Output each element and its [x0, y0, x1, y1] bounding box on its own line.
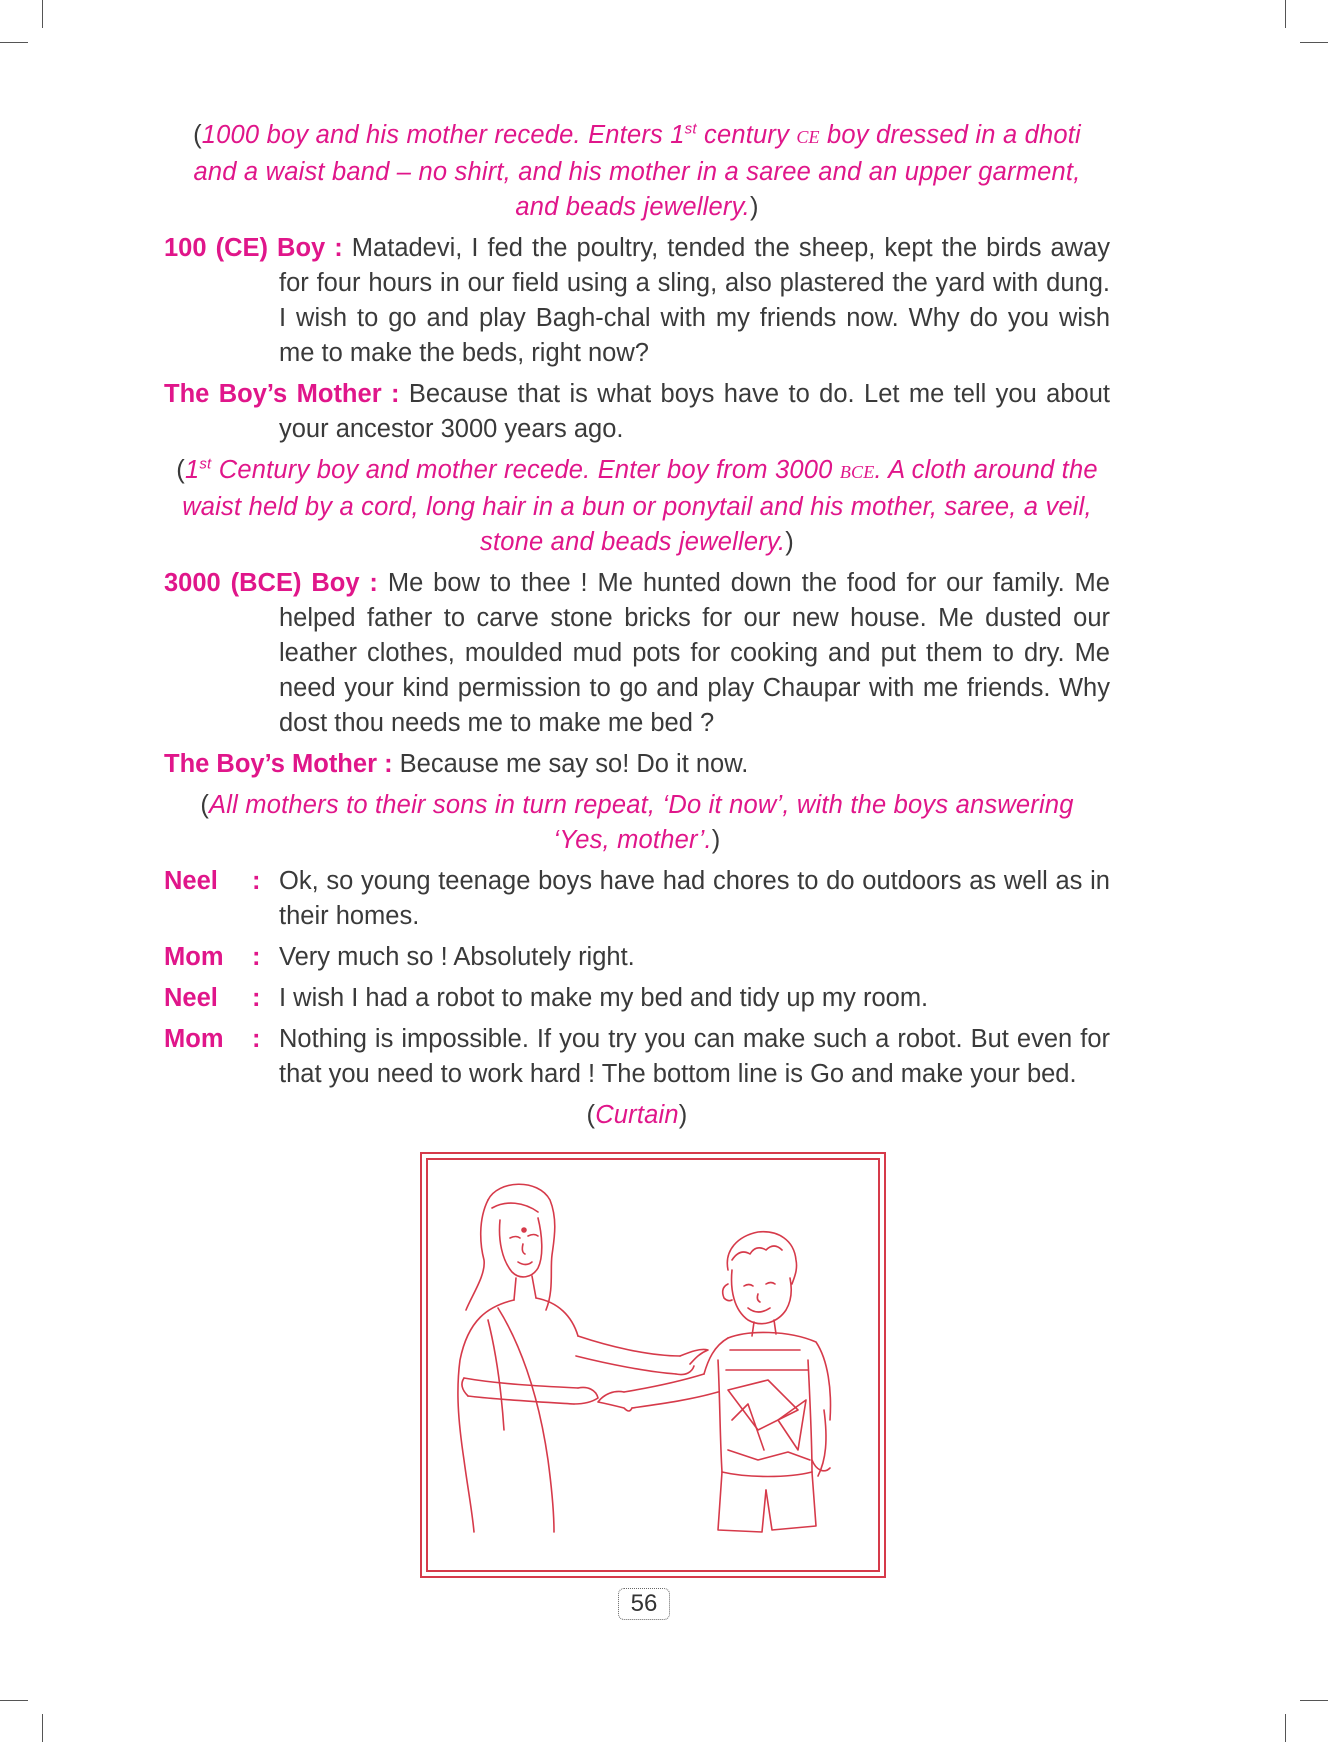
mother-figure	[458, 1184, 708, 1532]
speaker-colon: :	[252, 867, 261, 895]
boy-figure	[598, 1232, 830, 1532]
dialogue-text: I wish I had a robot to make my bed and tidy up my room.	[279, 984, 929, 1012]
speaker-label: 3000 (BCE) Boy :	[164, 569, 378, 597]
paren-close: )	[711, 826, 721, 854]
superscript: st	[199, 455, 212, 473]
paren-close: )	[678, 1101, 688, 1129]
mother-and-son-illustration	[420, 1152, 886, 1578]
dialogue-line	[164, 940, 1110, 975]
dialogue-text: Ok, so young teenage boys have had chores to do outdoors as well as in their homes.	[279, 867, 1110, 930]
stage-text: 1000 boy and his mother recede. Enters 1	[201, 121, 685, 149]
speaker-label: The Boy’s Mother :	[164, 750, 393, 778]
speaker-colon: :	[252, 943, 261, 971]
stage-text: 1	[184, 456, 200, 484]
speaker-name: Neel	[164, 984, 218, 1012]
speech-text: Matadevi, I fed the poultry, tended the sheep, kept the birds away for four hours in our field using a sling, also plastered the yard with dung. I wish to go and play Bagh-chal with my friends now. Why do you wish me to make the beds, right now?	[279, 234, 1111, 367]
era-abbr: CE	[796, 127, 820, 147]
stage-text: boy dressed in a dhoti and a waist band – no shirt, and his mother in a saree and an upper garment, and beads jewellery.	[193, 121, 1081, 221]
crop-mark-bottom-right-h	[1300, 1700, 1328, 1701]
paren-open: (	[200, 791, 210, 819]
speech-3000bce-boy	[164, 566, 1110, 741]
illustration-drawing	[428, 1160, 878, 1570]
crop-mark-top-left-h	[0, 42, 28, 43]
stage-text: century	[696, 121, 797, 149]
superscript: st	[684, 120, 697, 138]
speaker-name: Mom	[164, 1025, 224, 1053]
stage-direction-2	[164, 453, 1110, 560]
speech-text: Me bow to thee ! Me hunted down the food for our family. Me helped father to carve stone bricks for our new house. Me dusted our leather clothes, moulded mud pots for cooking and put them to dry. Me need your kind permission to go and play Chaupar with me friends. Why dost thou needs me to make me bed ?	[279, 569, 1110, 737]
speaker-label: 100 (CE) Boy :	[164, 234, 343, 262]
play-text	[164, 118, 1110, 1139]
stage-direction-1	[164, 118, 1110, 225]
speaker-colon: :	[252, 984, 261, 1012]
crop-mark-bottom-left-h	[0, 1700, 28, 1701]
speech-boys-mother-2	[164, 747, 1110, 782]
era-abbr: BCE	[839, 462, 875, 482]
curtain-direction	[164, 1098, 1110, 1133]
crop-mark-top-left-v	[42, 0, 43, 28]
speaker-label: The Boy’s Mother :	[164, 380, 400, 408]
paren-close: )	[749, 193, 759, 221]
paren-open: (	[176, 456, 185, 484]
speech-boys-mother-1	[164, 377, 1110, 447]
speech-text: Because me say so! Do it now.	[392, 750, 749, 778]
crop-mark-top-right-v	[1285, 0, 1286, 28]
curtain-text: Curtain	[595, 1101, 679, 1129]
speech-text: Because that is what boys have to do. Let me tell you about your ancestor 3000 years ago.	[279, 380, 1110, 443]
speaker-name: Mom	[164, 943, 224, 971]
speaker-name: Neel	[164, 867, 218, 895]
illustration-inner-frame	[426, 1158, 880, 1572]
paren-close: )	[785, 528, 794, 556]
page-number: 56	[618, 1588, 670, 1620]
dialogue-line	[164, 864, 1110, 934]
paren-open: (	[586, 1101, 596, 1129]
stage-text: . A cloth around the waist held by a cord, long hair in a bun or ponytail and his mother, saree, a veil, stone and beads jewellery.	[182, 456, 1098, 556]
speaker-colon: :	[252, 1025, 261, 1053]
stage-direction-3	[164, 788, 1110, 858]
crop-mark-top-right-h	[1300, 42, 1328, 43]
stage-text: Century boy and mother recede. Enter boy from 3000	[211, 456, 840, 484]
paren-open: (	[193, 121, 202, 149]
dialogue-text: Very much so ! Absolutely right.	[279, 943, 635, 971]
dialogue-line	[164, 1022, 1110, 1092]
speech-100ce-boy	[164, 231, 1110, 371]
dialogue-text: Nothing is impossible. If you try you can make such a robot. But even for that you need to work hard ! The bottom line is Go and make your bed.	[279, 1025, 1110, 1088]
crop-mark-bottom-right-v	[1285, 1714, 1286, 1742]
stage-text: All mothers to their sons in turn repeat, ‘Do it now’, with the boys answering ‘Yes, mother’.	[209, 791, 1074, 854]
dialogue-line	[164, 981, 1110, 1016]
crop-mark-bottom-left-v	[42, 1714, 43, 1742]
